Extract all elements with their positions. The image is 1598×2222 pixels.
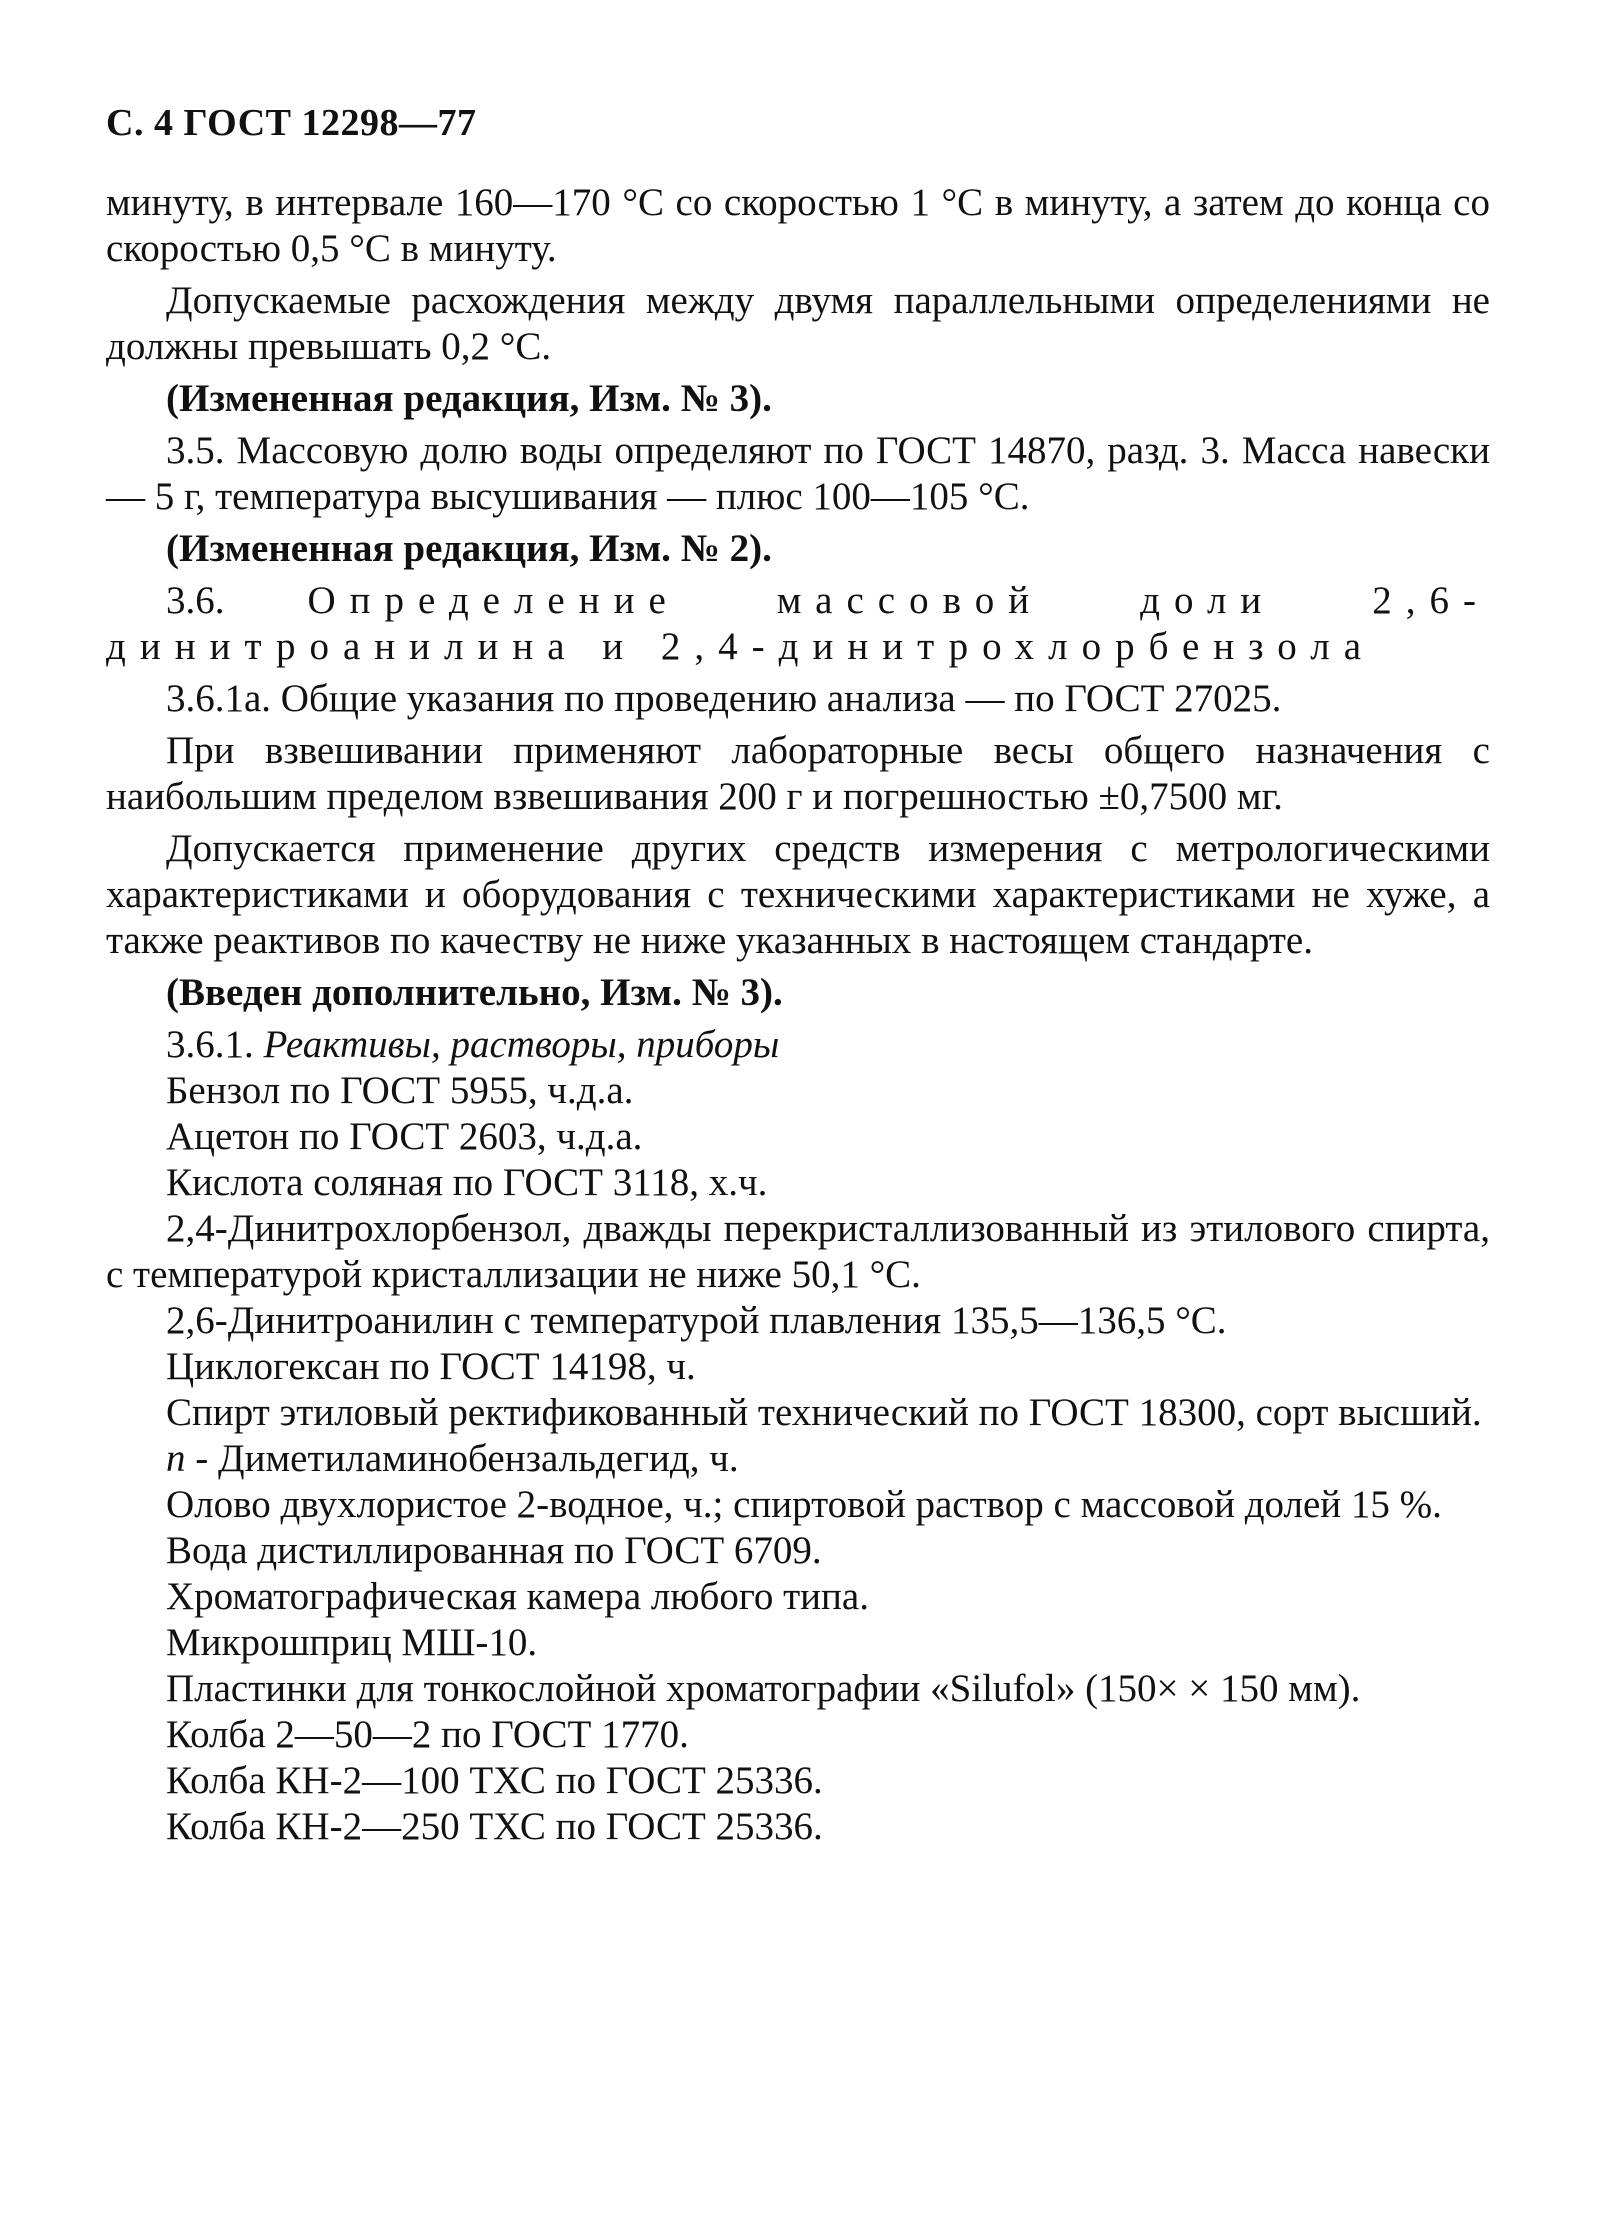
list-item: Циклогексан по ГОСТ 14198, ч.	[166, 1345, 696, 1388]
list-item: Кислота соляная по ГОСТ 3118, х.ч.	[166, 1161, 768, 1204]
list-item: Ацетон по ГОСТ 2603, ч.д.а.	[166, 1115, 643, 1158]
list-item: Спирт этиловый ректификованный технический по ГОСТ 18300, сорт высший.	[166, 1391, 1482, 1434]
section-number: 3.6.1.	[166, 1023, 264, 1066]
section-title: Определение массовой доли 2,6-динитроанилина и 2,4-динитрохлорбензола	[106, 579, 1490, 668]
paragraph: минуту, в интервале 160—170 °С со скоростью 1 °С в минуту, а затем до конца со скоростью 0,5 °С в минуту.	[106, 181, 1490, 270]
list-item	[106, 1436, 1490, 1482]
section-3-6-1a: 3.6.1а. Общие указания по проведению анализа — по ГОСТ 27025.	[166, 677, 1282, 720]
amendment-note: (Измененная редакция, Изм. № 3).	[166, 377, 772, 420]
italic-prefix: n	[166, 1437, 186, 1480]
paragraph: Допускается применение других средств измерения с метрологическими характеристиками и оборудования с техническими характеристиками не хуже, а также реактивов по качеству не ниже указанных в настоящем стандарте.	[106, 827, 1490, 962]
list-item: Пластинки для тонкослойной хроматографии «Silufol» (150× × 150 мм).	[166, 1667, 1361, 1710]
list-item: 2,4-Динитрохлорбензол, дважды перекристаллизованный из этилового спирта, с температурой кристаллизации не ниже 50,1 °С.	[106, 1207, 1490, 1296]
list-item: 2,6-Динитроанилин с температурой плавления 135,5—136,5 °С.	[166, 1299, 1227, 1342]
item-text: - Диметиламинобензальдегид, ч.	[185, 1437, 739, 1480]
amendment-note: (Введен дополнительно, Изм. № 3).	[166, 971, 783, 1014]
section-3-6-1-heading	[106, 1022, 1490, 1068]
paragraph: Допускаемые расхождения между двумя параллельными определениями не должны превышать 0,2 °С.	[106, 279, 1490, 368]
list-item: Вода дистиллированная по ГОСТ 6709.	[166, 1529, 822, 1572]
list-item: Хроматографическая камера любого типа.	[166, 1575, 869, 1618]
amendment-note: (Измененная редакция, Изм. № 2).	[166, 527, 772, 570]
paragraph: При взвешивании применяют лабораторные весы общего назначения с наибольшим пределом взвешивания 200 г и погрешностью ±0,7500 мг.	[106, 729, 1490, 818]
list-item: Микрошприц МШ-10.	[166, 1621, 538, 1664]
document-page	[106, 100, 1490, 1850]
list-item: Олово двухлористое 2-водное, ч.; спиртовой раствор с массовой долей 15 %.	[166, 1483, 1442, 1526]
list-item: Колба КН-2—250 ТХС по ГОСТ 25336.	[166, 1805, 823, 1848]
list-item: Бензол по ГОСТ 5955, ч.д.а.	[166, 1069, 634, 1112]
section-title: Реактивы, растворы, приборы	[263, 1023, 780, 1066]
page-header: С. 4 ГОСТ 12298—77	[106, 102, 477, 144]
section-number: 3.6.	[166, 579, 308, 622]
section-3-6-heading	[106, 578, 1490, 670]
list-item: Колба 2—50—2 по ГОСТ 1770.	[166, 1713, 689, 1756]
list-item: Колба КН-2—100 ТХС по ГОСТ 25336.	[166, 1759, 823, 1802]
section-3-5: 3.5. Массовую долю воды определяют по ГОСТ 14870, разд. 3. Масса навески — 5 г, температура высушивания — плюс 100—105 °С.	[106, 429, 1490, 518]
